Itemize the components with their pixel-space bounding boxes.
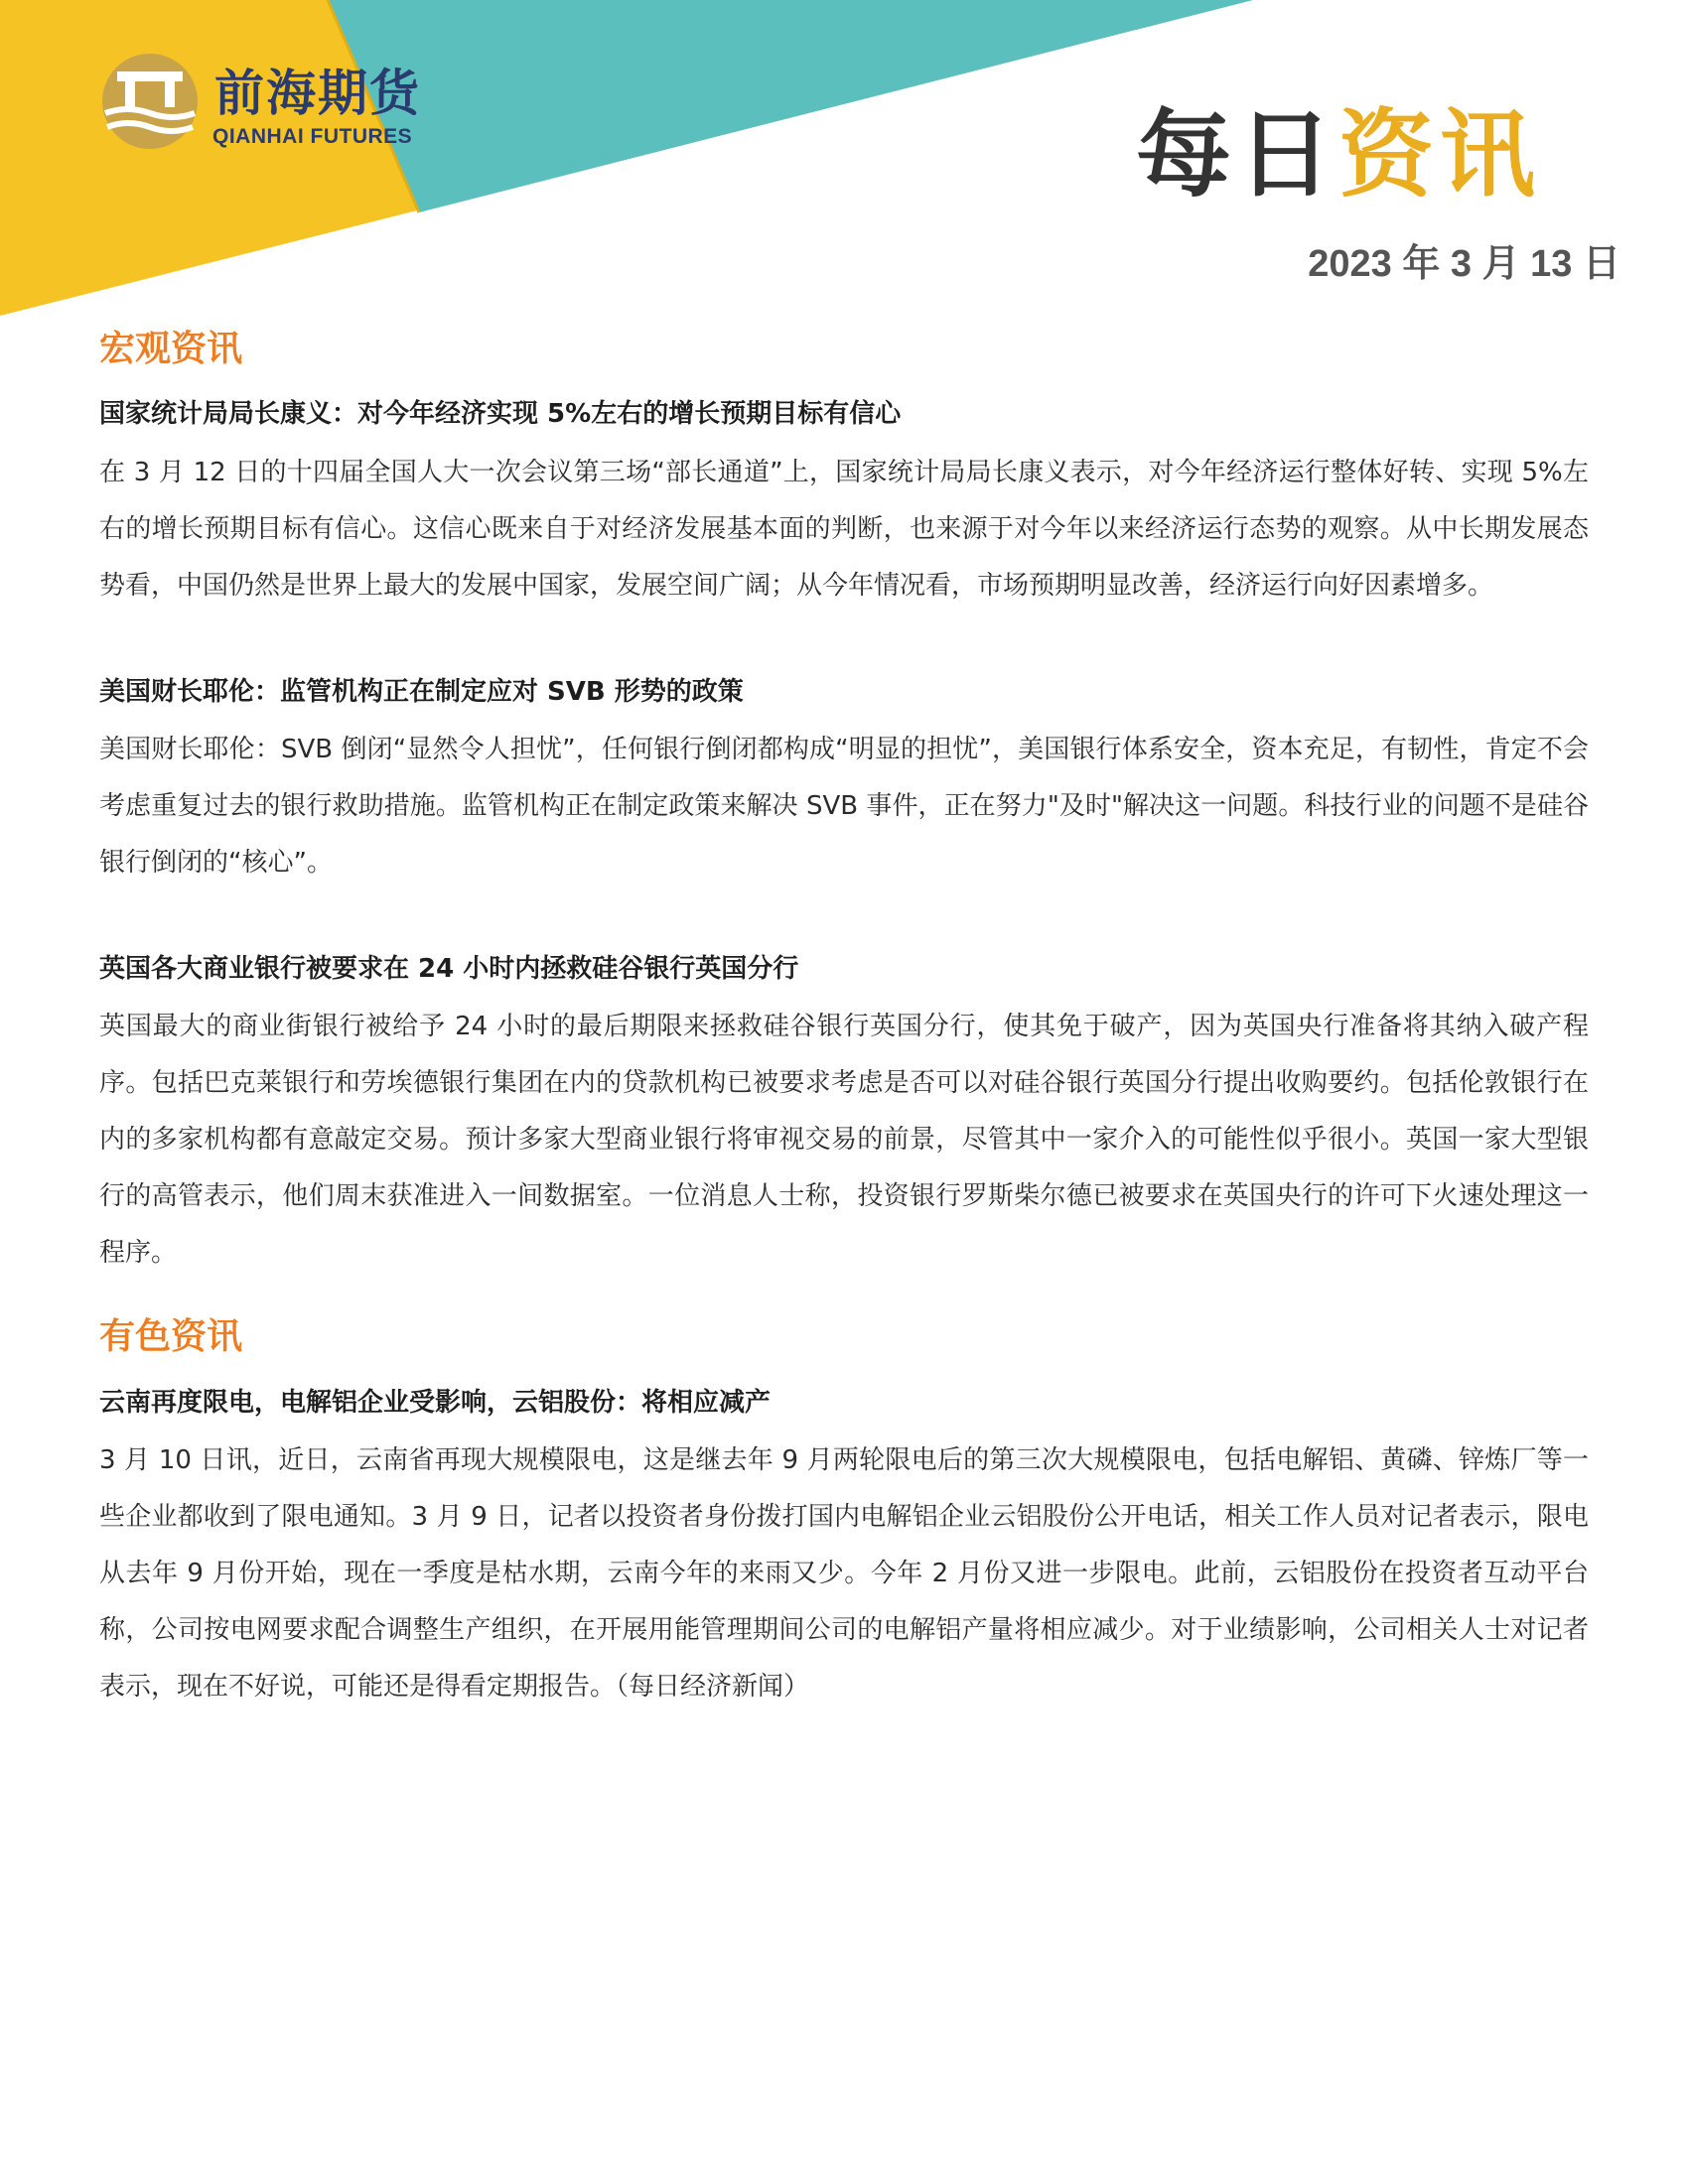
article-body: 3 月 10 日讯，近日，云南省再现大规模限电，这是继去年 9 月两轮限电后的第三次大规模限电，包括电解铝、黄磷、锌炼厂等一些企业都收到了限电通知。3 月 9 日，记者以投资者身份拨打国内电解铝企业云铝股份公开电话，相关工作人员对记者表示，限电从去年 9 月份开始，现在一季度是枯水期，云南今年的来雨又少。今年 2 月份又进一步限电。此前，云铝股份在投资者互动平台称，公司按电网要求配合调整生产组织，在开展用能管理期间公司的电解铝产量将相应减少。对于业绩影响，公司相关人士对记者表示，现在不好说，可能还是得看定期报告。（每日经济新闻） xyxy=(99,1444,1589,1702)
article-body: 美国财长耶伦：SVB 倒闭“显然令人担忧”，任何银行倒闭都构成“明显的担忧”，美国银行体系安全，资本充足，有韧性，肯定不会考虑重复过去的银行救助措施。监管机构正在制定政策来解决 SVB 事件，正在努力"及时"解决这一问题。科技行业的问题不是硅谷银行倒闭的“核心”。 xyxy=(99,734,1589,878)
section-nonferrous xyxy=(99,1315,1589,1715)
logo-emblem-icon xyxy=(95,52,205,151)
report-date: 2023 年 3 月 13 日 xyxy=(1308,243,1620,285)
company-logo xyxy=(95,52,453,161)
article-title: 国家统计局局长康义：对今年经济实现 5%左右的增长预期目标有信心 xyxy=(99,399,902,430)
article xyxy=(99,396,1589,614)
article xyxy=(99,1385,1589,1715)
section-macro xyxy=(99,328,1589,1282)
article-title: 云南再度限电，电解铝企业受影响，云铝股份：将相应减产 xyxy=(99,1387,772,1418)
page-title xyxy=(1136,99,1541,210)
article xyxy=(99,674,1589,891)
logo-english-name: QIANHAI FUTURES xyxy=(212,125,413,148)
article xyxy=(99,951,1589,1282)
article-title: 英国各大商业银行被要求在 24 小时内拯救硅谷银行英国分行 xyxy=(99,953,799,984)
article-body: 在 3 月 12 日的十四届全国人大一次会议第三场“部长通道”上，国家统计局局长康义表示，对今年经济运行整体好转、实现 5%左右的增长预期目标有信心。这信心既来自于对经济发展基本面的判断，也来源于对今年以来经济运行态势的观察。从中长期发展态势看，中国仍然是世界上最大的发展中国家，发展空间广阔；从今年情况看，市场预期明显改善，经济运行向好因素增多。 xyxy=(99,457,1589,601)
section-title: 宏观资讯 xyxy=(99,329,243,369)
main-content xyxy=(99,328,1589,1775)
page-title-part1: 每日 xyxy=(1136,99,1338,210)
page-title-part2: 资讯 xyxy=(1338,99,1541,210)
logo-chinese-name: 前海期货 xyxy=(214,64,421,122)
section-title: 有色资讯 xyxy=(99,1316,243,1358)
article-body: 英国最大的商业街银行被给予 24 小时的最后期限来拯救硅谷银行英国分行，使其免于破产，因为英国央行准备将其纳入破产程序。包括巴克莱银行和劳埃德银行集团在内的贷款机构已被要求考虑是否可以对硅谷银行英国分行提出收购要约。包括伦敦银行在内的多家机构都有意敲定交易。预计多家大型商业银行将审视交易的前景，尽管其中一家介入的可能性似乎很小。英国一家大型银行的高管表示，他们周末获准进入一间数据室。一位消息人士称，投资银行罗斯柴尔德已被要求在英国央行的许可下火速处理这一程序。 xyxy=(99,1012,1589,1269)
article-title: 美国财长耶伦：监管机构正在制定应对 SVB 形势的政策 xyxy=(99,676,744,707)
